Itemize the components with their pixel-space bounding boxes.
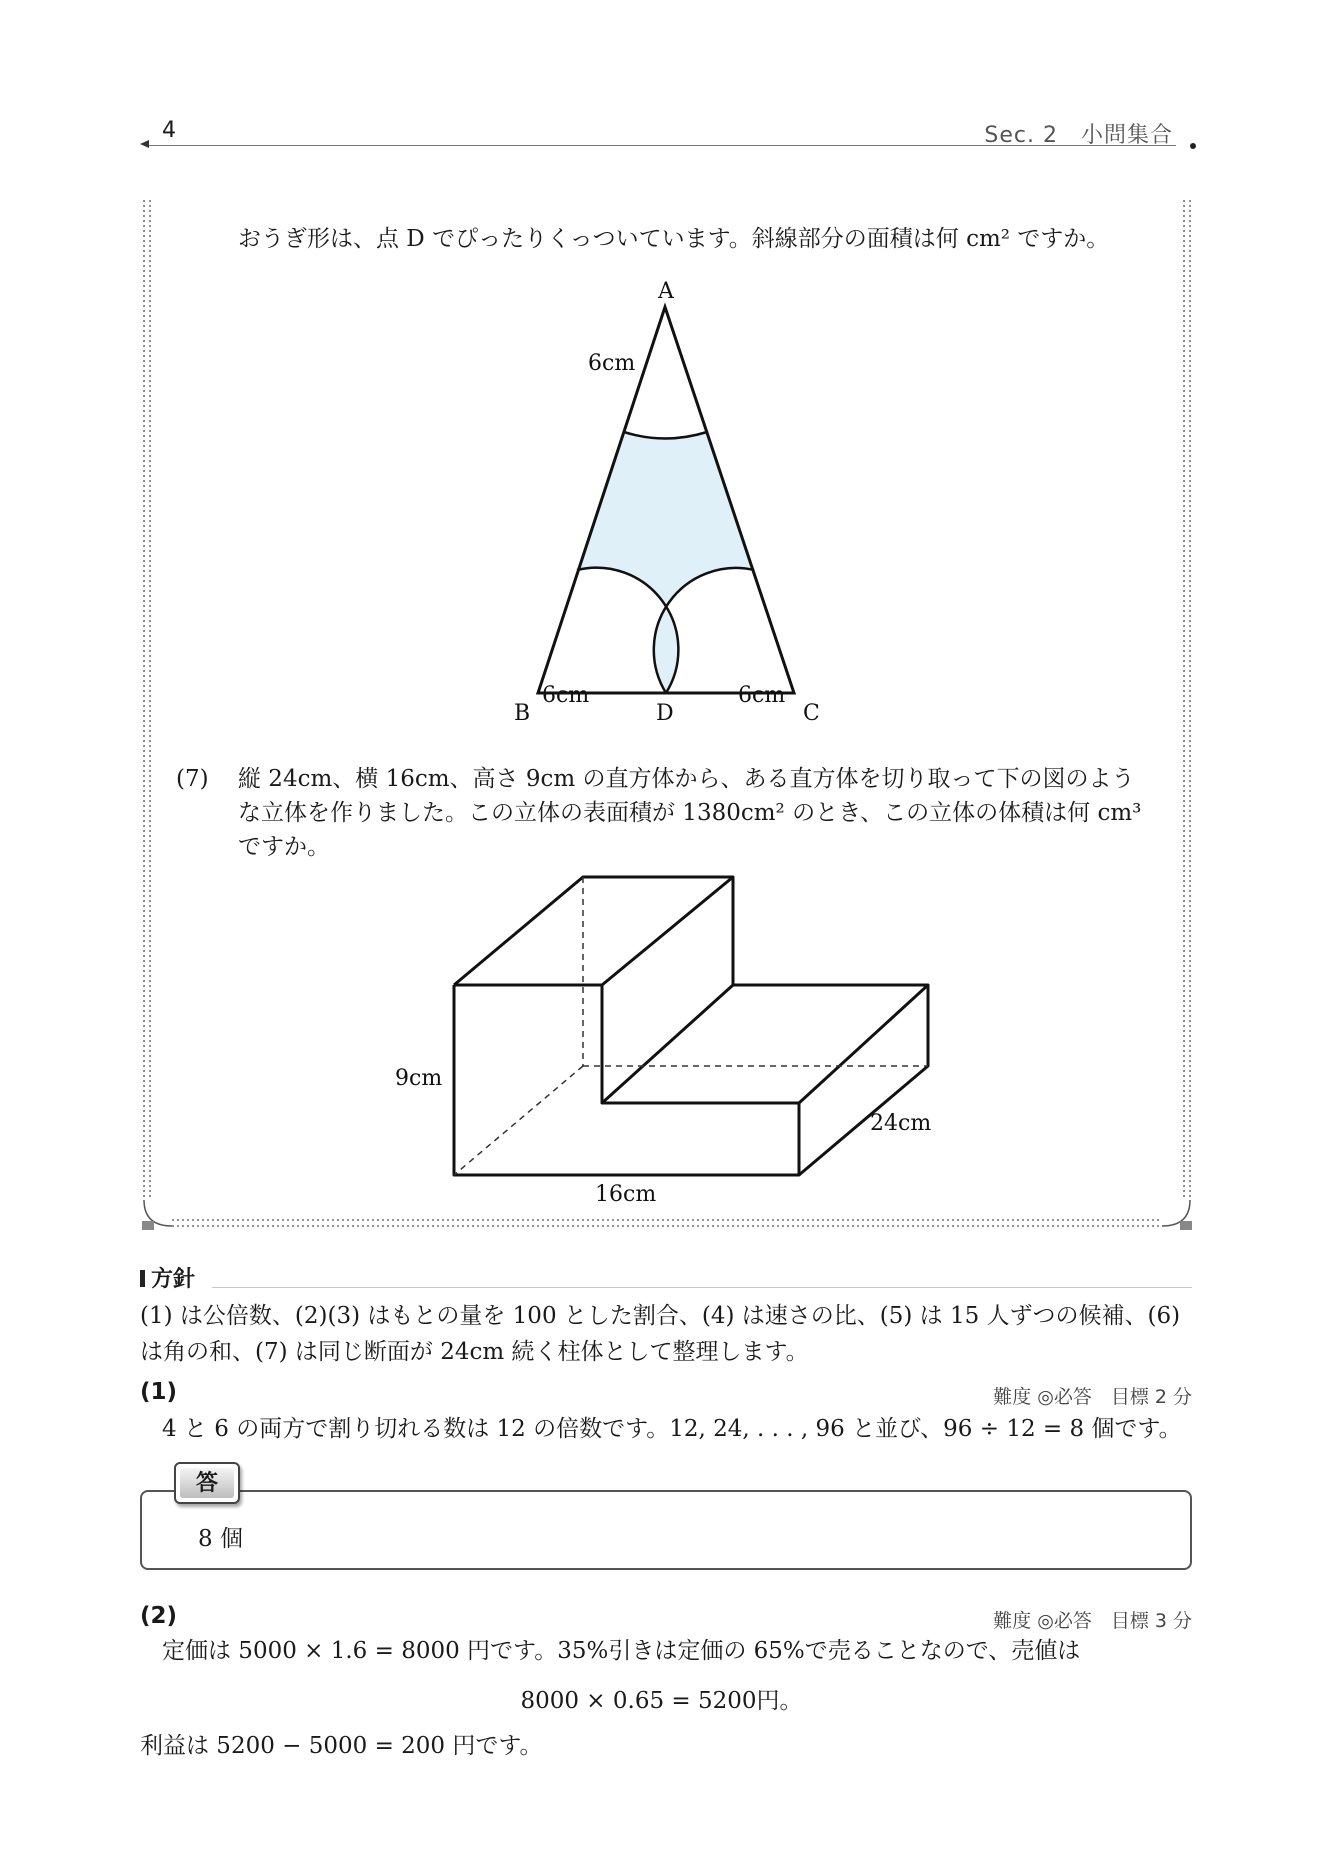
policy-heading-label: 方針	[151, 1267, 196, 1292]
problem7-number: (7)	[176, 766, 209, 792]
label-a: A	[658, 279, 674, 304]
label-side-ab: 6cm	[588, 351, 636, 376]
label-c: C	[803, 701, 820, 726]
shaded-region	[577, 432, 754, 693]
hidden-edge-diagonal	[454, 1066, 583, 1175]
label-b: B	[514, 701, 531, 726]
policy-text-line: は角の和、(7) は同じ断面が 24cm 続く柱体として整理します。	[140, 1339, 809, 1365]
label-side-dc: 6cm	[738, 683, 786, 708]
header-dot-icon	[1190, 143, 1196, 149]
label-width: 16cm	[595, 1182, 657, 1207]
heading-mark-icon	[140, 1270, 145, 1287]
problem7-text-line: 縦 24cm、横 16cm、高さ 9cm の直方体から、ある直方体を切り取って下の図のよう	[238, 766, 1135, 792]
triangle-figure	[500, 275, 840, 735]
policy-text-line: (1) は公倍数、(2)(3) はもとの量を 100 とした割合、(4) は速さの比、(5) は 15 人ずつの候補、(6)	[140, 1303, 1181, 1329]
answer1-label: (1)	[140, 1379, 178, 1405]
top-face-tall	[454, 877, 733, 985]
answer2-meta: 難度 ◎必答 目標 3 分	[993, 1610, 1192, 1632]
answer2-equation: 8000 × 0.65 = 5200円。	[520, 1688, 803, 1714]
answer-tab	[174, 1462, 240, 1504]
answer2-text: 定価は 5000 × 1.6 = 8000 円です。35%引きは定価の 65%で売ることなので、売値は	[162, 1638, 1081, 1664]
top-face-low	[602, 985, 928, 1103]
label-depth: 24cm	[870, 1111, 932, 1136]
running-head: Sec. 2 小問集合	[984, 123, 1173, 148]
problem7-text	[238, 762, 1158, 864]
page-number: 4	[162, 118, 176, 143]
label-side-bd: 6cm	[542, 683, 590, 708]
problem7-text-line: ですか。	[238, 834, 330, 860]
answer2-profit: 利益は 5200 − 5000 = 200 円です。	[140, 1733, 543, 1759]
policy-text	[140, 1298, 1192, 1370]
policy-rule	[212, 1287, 1192, 1288]
answer1-meta: 難度 ◎必答 目標 2 分	[993, 1386, 1192, 1408]
answer-tab-label: 答	[180, 1468, 234, 1498]
answer-box-value: 8 個	[198, 1526, 243, 1552]
answer2-label: (2)	[140, 1603, 178, 1629]
problem7-text-line: な立体を作りました。この立体の表面積が 1380cm² のとき、この立体の体積は何 cm³	[238, 800, 1142, 826]
answer1-text: 4 と 6 の両方で割り切れる数は 12 の倍数です。12, 24, . . . , 96 と並び、96 ÷ 12 = 8 個です。	[162, 1416, 1182, 1442]
header-arrow-icon	[140, 140, 149, 148]
right-face-edge	[799, 985, 928, 1175]
policy-heading	[140, 1262, 195, 1293]
header-rule	[146, 145, 1176, 146]
problem6-text: おうぎ形は、点 D でぴったりくっついています。斜線部分の面積は何 cm² ですか。	[238, 226, 1110, 252]
solid-figure	[390, 860, 950, 1230]
label-height: 9cm	[395, 1066, 443, 1091]
label-d: D	[656, 701, 674, 726]
answer-box	[140, 1490, 1192, 1570]
